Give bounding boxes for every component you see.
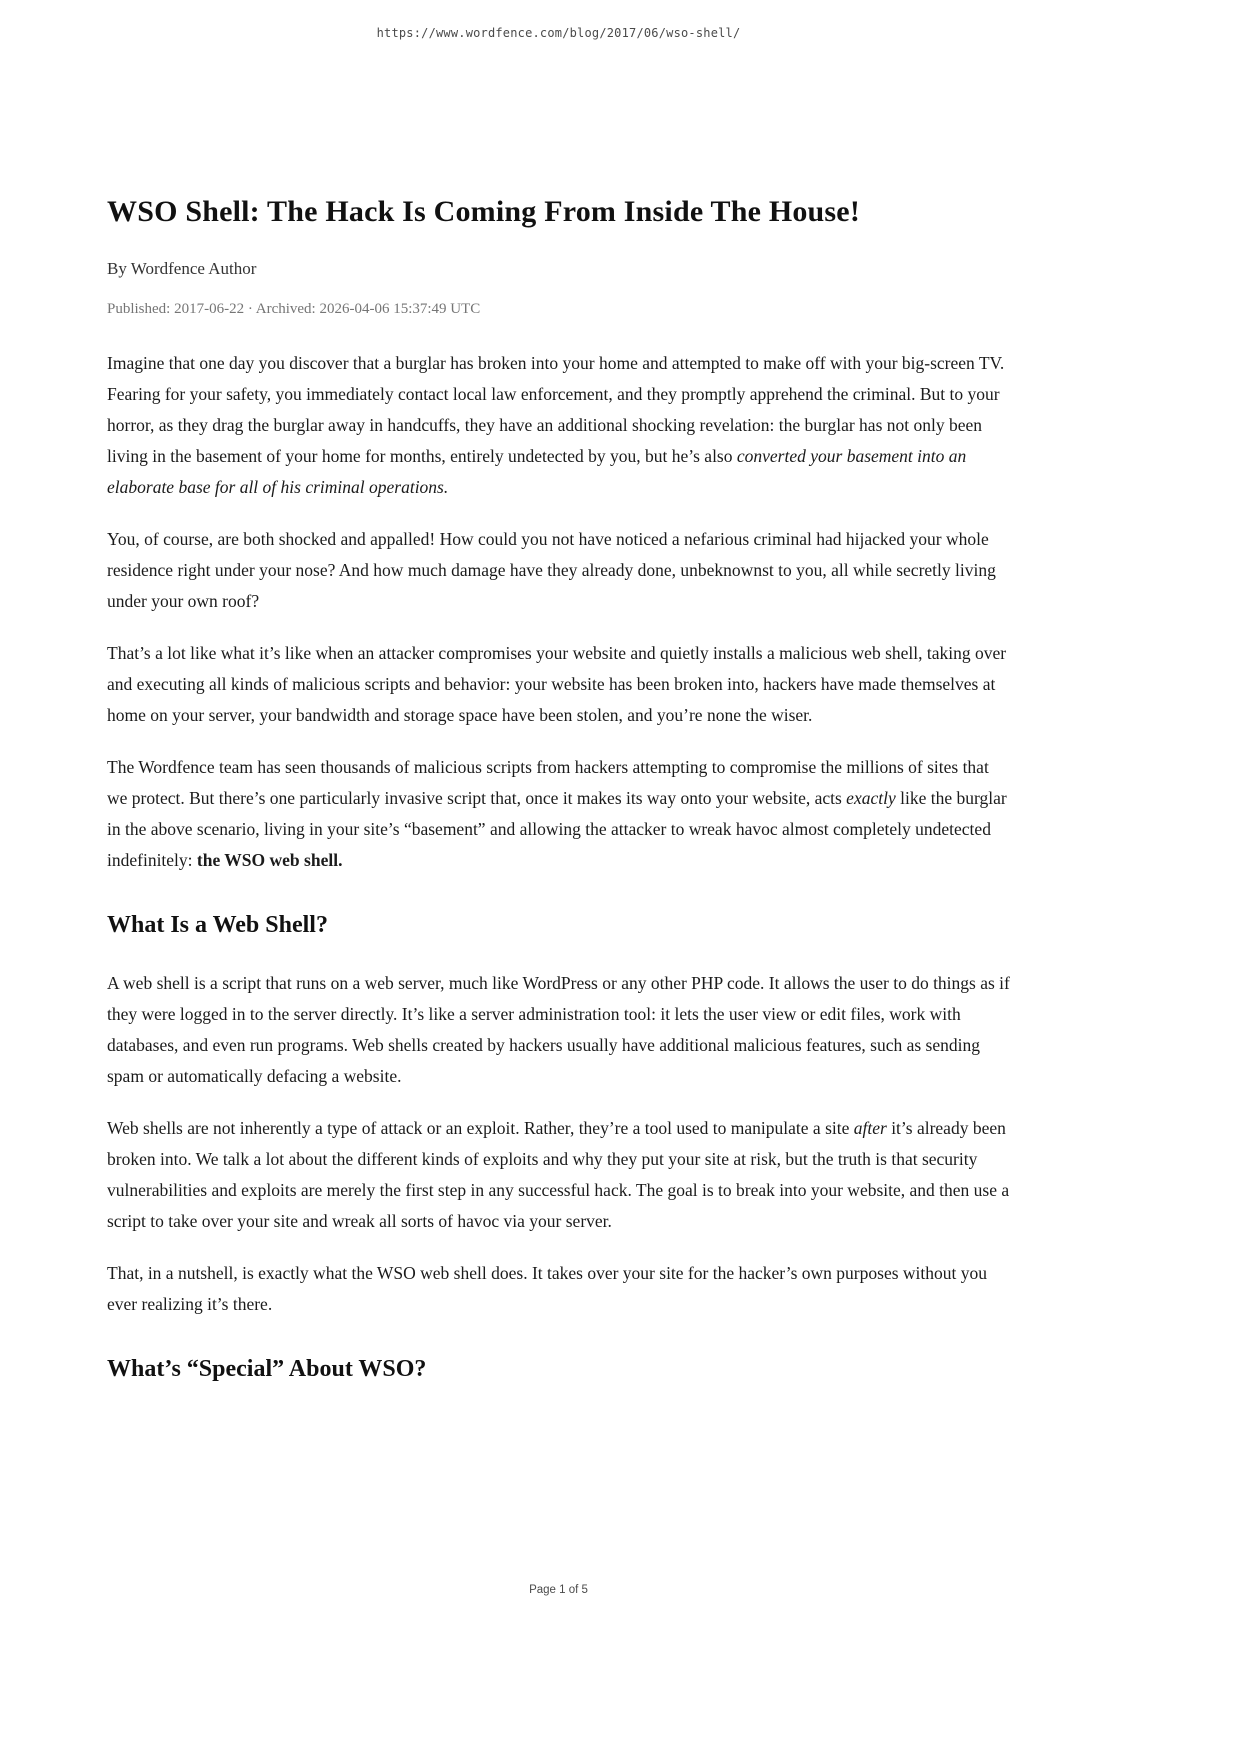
- paragraph-attacker-compromises: That’s a lot like what it’s like when an attacker compromises your website and quietly installs a malicious web shell, taking over and executing all kinds of malicious scripts and behavior: your website has been broken into, hackers have made themselves at home on your server, your bandwidth and storage space have been stolen, and you’re none the wiser.: [107, 643, 1007, 725]
- page-header-url: https://www.wordfence.com/blog/2017/06/wso-shell/: [376, 26, 741, 40]
- article: [107, 193, 1010, 1412]
- paragraph-in-a-nutshell: That, in a nutshell, is exactly what the WSO web shell does. It takes over your site for the hacker’s own purposes without you ever realizing it’s there.: [107, 1263, 987, 1314]
- article-title: WSO Shell: The Hack Is Coming From Inside The House!: [107, 195, 861, 228]
- paragraph-intro-burglar: Imagine that one day you discover that a burglar has broken into your home and attempted to make off with your big-screen TV. Fearing for your safety, you immediately contact local law enforcement, and they promptly apprehend the criminal. But to your horror, as they drag the burglar away in handcuffs, they have an additional shocking revelation: the burglar has not only been living in the basement of your home for months, entirely undetected by you, but he’s also converted your basement into an elaborate base for all of his criminal operations.: [107, 353, 1005, 497]
- section-heading-whats-special-about-wso: What’s “Special” About WSO?: [107, 1356, 427, 1382]
- paragraph-wordfence-team: The Wordfence team has seen thousands of malicious scripts from hackers attempting to compromise the millions of sites that we protect. But there’s one particularly invasive script that, once it makes its way onto your website, acts exactly like the burglar in the above scenario, living in your site’s “basement” and allowing the attacker to wreak havoc almost completely undetected indefinitely: the WSO web shell.: [107, 757, 1007, 870]
- paragraph-web-shell-definition: A web shell is a script that runs on a web server, much like WordPress or any other PHP code. It allows the user to do things as if they were logged in to the server directly. It’s like a server administration tool: it lets the user view or edit files, work with databases, and even run programs. Web shells created by hackers usually have additional malicious features, such as sending spam or automatically defacing a website.: [107, 973, 1010, 1086]
- section-heading-what-is-a-web-shell: What Is a Web Shell?: [107, 912, 328, 938]
- page-footer-pagination: Page 1 of 5: [529, 1584, 588, 1596]
- paragraph-shocked-appalled: You, of course, are both shocked and appalled! How could you not have noticed a nefarious criminal had hijacked your whole residence right under your nose? And how much damage have they already done, unbeknownst to you, all while secretly living under your own roof?: [107, 529, 996, 611]
- byline: By Wordfence Author: [107, 259, 257, 278]
- paragraph-web-shells-not-attack: Web shells are not inherently a type of attack or an exploit. Rather, they’re a tool used to manipulate a site after it’s already been broken into. We talk a lot about the different kinds of exploits and why they put your site at risk, but the truth is that security vulnerabilities and exploits are merely the first step in any successful hack. The goal is to break into your website, and then use a script to take over your site and wreak all sorts of havoc via your server.: [107, 1118, 1010, 1231]
- published-archived-meta: Published: 2017-06-22 · Archived: 2026-04-06 15:37:49 UTC: [107, 301, 481, 317]
